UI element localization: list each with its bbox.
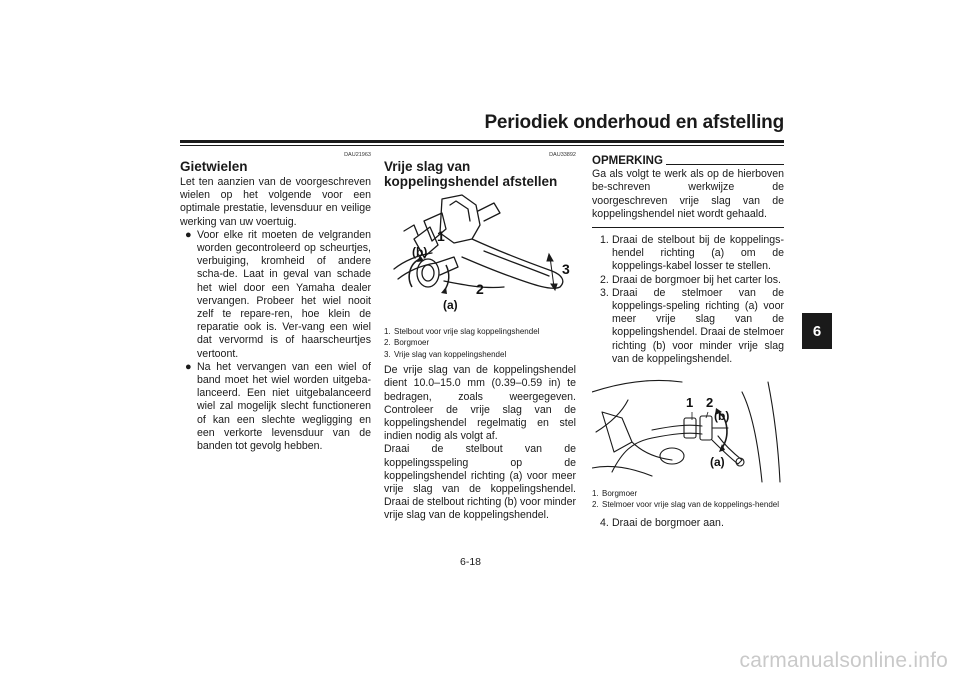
- callout-a: (a): [710, 455, 725, 470]
- note-heading-rule: [666, 164, 784, 165]
- callout-1: 1: [686, 395, 694, 411]
- caption-item: 2. Stelmoer voor vrije slag van de koppelings-hendel: [592, 500, 779, 510]
- callout-a: (a): [443, 298, 458, 312]
- section-title-wheels: Gietwielen: [180, 159, 248, 174]
- page-number: 6-18: [460, 556, 482, 568]
- bullet-text: Voor elke rit moeten de velgranden worden gecontroleerd op scheurtjes, verbuiging, kromheid of andere scha-de. Laat in geval van schade het wiel door een Yamaha dealer vervangen. Probeer het wiel nooit zelf te repare-ren, hoe klein de reparatie ook is. Ver-vang een wiel dat vervormd is of haarscheurtjes vertoont.: [197, 228, 371, 360]
- section-title-clutch: Vrije slag van koppelingshendel afstellen: [384, 159, 558, 189]
- bullet-icon: ●: [185, 360, 192, 373]
- clutch-lever-illustration: [384, 191, 576, 326]
- wheels-intro: Let ten aanzien van de voorgeschreven wielen op het volgende voor een optimale prestatie, levensduur en veilige werking van uw voertuig.: [180, 176, 371, 228]
- page-title: Periodiek onderhoud en afstelling: [484, 112, 784, 133]
- freeplay-spec-text: De vrije slag van de koppelingshendel dient 10.0–15.0 mm (0.39–0.59 in) te bedragen, zoals weergegeven. Controleer de vrije slag van de koppelingshendel regelmatig en stel indien nodig als volgt af.: [384, 364, 576, 443]
- callout-2: 2: [476, 281, 484, 297]
- chapter-tab[interactable]: 6: [802, 313, 832, 349]
- caption-item: 2. Borgmoer: [384, 338, 430, 348]
- bullet-icon: ●: [185, 228, 192, 241]
- page-header: [180, 0, 784, 150]
- caption-item: 1. Borgmoer: [592, 489, 638, 499]
- callout-1: 1: [437, 228, 445, 244]
- note-text: Ga als volgt te werk als op de hierboven be-schreven werkwijze de voorgeschreven vrije slag van de koppelingshendel niet wordt gehaald.: [592, 168, 784, 220]
- caption-item: 3. Vrije slag van koppelingshendel: [384, 349, 507, 359]
- callout-b: (b): [412, 245, 428, 259]
- figure-caption: [384, 326, 576, 360]
- header-rule: [180, 140, 784, 143]
- watermark-text: carmanualsonline.info: [739, 649, 948, 672]
- bullet-text: Na het vervangen van een wiel of band moet het wiel worden uitgeba-lanceerd. Een niet uitgebalanceerd wiel zal mogelijk slecht functioneren of kan een slechte wegligging en een verkorte levensduur van de banden tot gevolg hebben.: [197, 360, 371, 453]
- callout-2: 2: [706, 395, 714, 411]
- caption-item: 1. Stelbout voor vrije slag koppelingshendel: [384, 327, 540, 336]
- column-wheels: [180, 152, 371, 453]
- figure-caption: [592, 488, 784, 511]
- bullet-item: [180, 361, 371, 453]
- column-note: [592, 152, 784, 530]
- step-item: 4. Draai de borgmoer aan.: [600, 516, 724, 529]
- engine-adjuster-illustration: [592, 372, 784, 488]
- callout-b: (b): [714, 409, 730, 424]
- step-item: 2. Draai de borgmoer bij het carter los.: [600, 273, 781, 286]
- bullet-item: [180, 229, 371, 361]
- note-heading: OPMERKING: [592, 155, 784, 168]
- callout-3: 3: [562, 261, 570, 277]
- note-end-rule: [592, 227, 784, 228]
- engine-adjuster-drawing: [592, 372, 784, 488]
- step-item: 3. Draai de stelmoer van de koppelings-speling richting (a) voor meer vrije slag van de koppelingshendel. Draai de stelmoer richting (b) voor minder vrije slag van de koppelingshendel.: [600, 286, 784, 365]
- column-clutch-lever: [384, 152, 576, 523]
- adjust-instruction-text: Draai de stelbout van de koppelingsspeling op de koppelingshendel richting (a) voor meer vrije slag van de koppelingshendel. Draai de stelbout richting (b) voor minder vrije slag van de koppelingshendel.: [384, 443, 576, 522]
- section-code: DAU33892: [549, 152, 576, 158]
- step-item: 1. Draai de stelbout bij de koppelings-hendel richting (a) om de koppelings-kabel losser te stellen.: [600, 234, 784, 273]
- header-rule-thin: [180, 145, 784, 146]
- section-code: DAU21963: [344, 152, 371, 158]
